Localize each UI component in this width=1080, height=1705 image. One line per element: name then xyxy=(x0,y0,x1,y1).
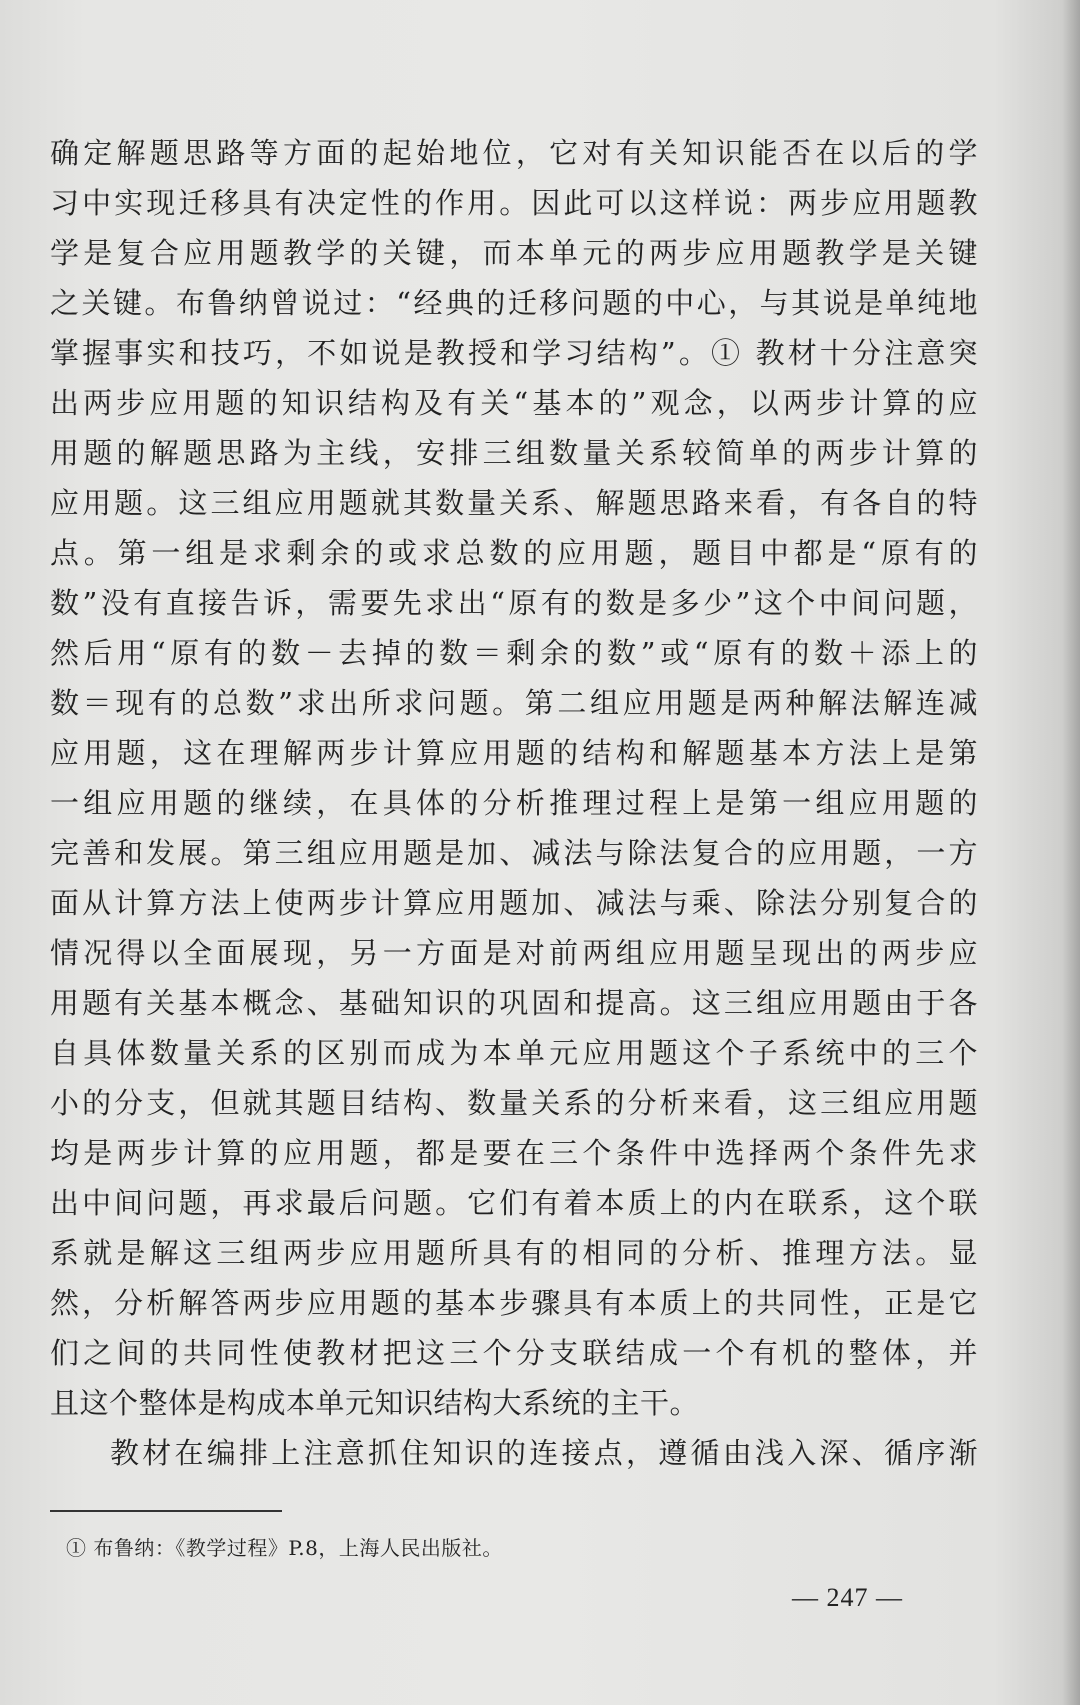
text-line: 情况得以全面展现，另一方面是对前两组应用题呈现出的两步应 xyxy=(50,936,978,970)
text-line: 系就是解这三组两步应用题所具有的相同的分析、推理方法。显 xyxy=(50,1236,978,1270)
text-line: 点。第一组是求剩余的或求总数的应用题，题目中都是“原有的 xyxy=(50,536,978,570)
footnote-divider xyxy=(50,1510,282,1512)
text-line: 用题的解题思路为主线，安排三组数量关系较简单的两步计算的 xyxy=(50,436,978,470)
paragraph-end-line: 且这个整体是构成本单元知识结构大系统的主干。 xyxy=(50,1386,700,1420)
text-line: 自具体数量关系的区别而成为本单元应用题这个子系统中的三个 xyxy=(50,1036,978,1070)
text-line: 完善和发展。第三组应用题是加、减法与除法复合的应用题，一方 xyxy=(50,836,978,870)
text-line: 数”没有直接告诉，需要先求出“原有的数是多少”这个中间问题， xyxy=(50,586,978,620)
text-line: 们之间的共同性使教材把这三个分支联结成一个有机的整体，并 xyxy=(50,1336,978,1370)
text-line: 习中实现迁移具有决定性的作用。因此可以这样说：两步应用题教 xyxy=(50,186,978,220)
text-line: 应用题。这三组应用题就其数量关系、解题思路来看，有各自的特 xyxy=(50,486,978,520)
text-line: 数＝现有的总数”求出所求问题。第二组应用题是两种解法解连减 xyxy=(50,686,978,720)
page-edge-shadow xyxy=(1062,0,1080,1705)
body-text xyxy=(50,128,978,1478)
text-line: 用题有关基本概念、基础知识的巩固和提高。这三组应用题由于各 xyxy=(50,986,978,1020)
text-line: 小的分支，但就其题目结构、数量关系的分析来看，这三组应用题 xyxy=(50,1086,978,1120)
text-line: 学是复合应用题教学的关键，而本单元的两步应用题教学是关键 xyxy=(50,236,978,270)
text-line: 之关键。布鲁纳曾说过：“经典的迁移问题的中心，与其说是单纯地 xyxy=(50,286,978,320)
text-line: 面从计算方法上使两步计算应用题加、减法与乘、除法分别复合的 xyxy=(50,886,978,920)
paragraph-start-line: 教材在编排上注意抓住知识的连接点，遵循由浅入深、循序渐 xyxy=(110,1436,978,1470)
text-line: 应用题，这在理解两步计算应用题的结构和解题基本方法上是第 xyxy=(50,736,978,770)
footnote: ① 布鲁纳：《教学过程》P.8，上海人民出版社。 xyxy=(66,1536,503,1560)
text-line: 掌握事实和技巧，不如说是教授和学习结构”。① 教材十分注意突 xyxy=(50,336,978,370)
text-line: 均是两步计算的应用题，都是要在三个条件中选择两个条件先求 xyxy=(50,1136,978,1170)
text-line: 然，分析解答两步应用题的基本步骤具有本质上的共同性，正是它 xyxy=(50,1286,978,1320)
text-line: 出中间问题，再求最后问题。它们有着本质上的内在联系，这个联 xyxy=(50,1186,978,1220)
text-line: 确定解题思路等方面的起始地位，它对有关知识能否在以后的学 xyxy=(50,136,978,170)
text-line: 然后用“原有的数－去掉的数＝剩余的数”或“原有的数＋添上的 xyxy=(50,636,978,670)
page-number: — 247 — xyxy=(792,1583,903,1612)
text-line: 一组应用题的继续，在具体的分析推理过程上是第一组应用题的 xyxy=(50,786,978,820)
text-line: 出两步应用题的知识结构及有关“基本的”观念，以两步计算的应 xyxy=(50,386,978,420)
